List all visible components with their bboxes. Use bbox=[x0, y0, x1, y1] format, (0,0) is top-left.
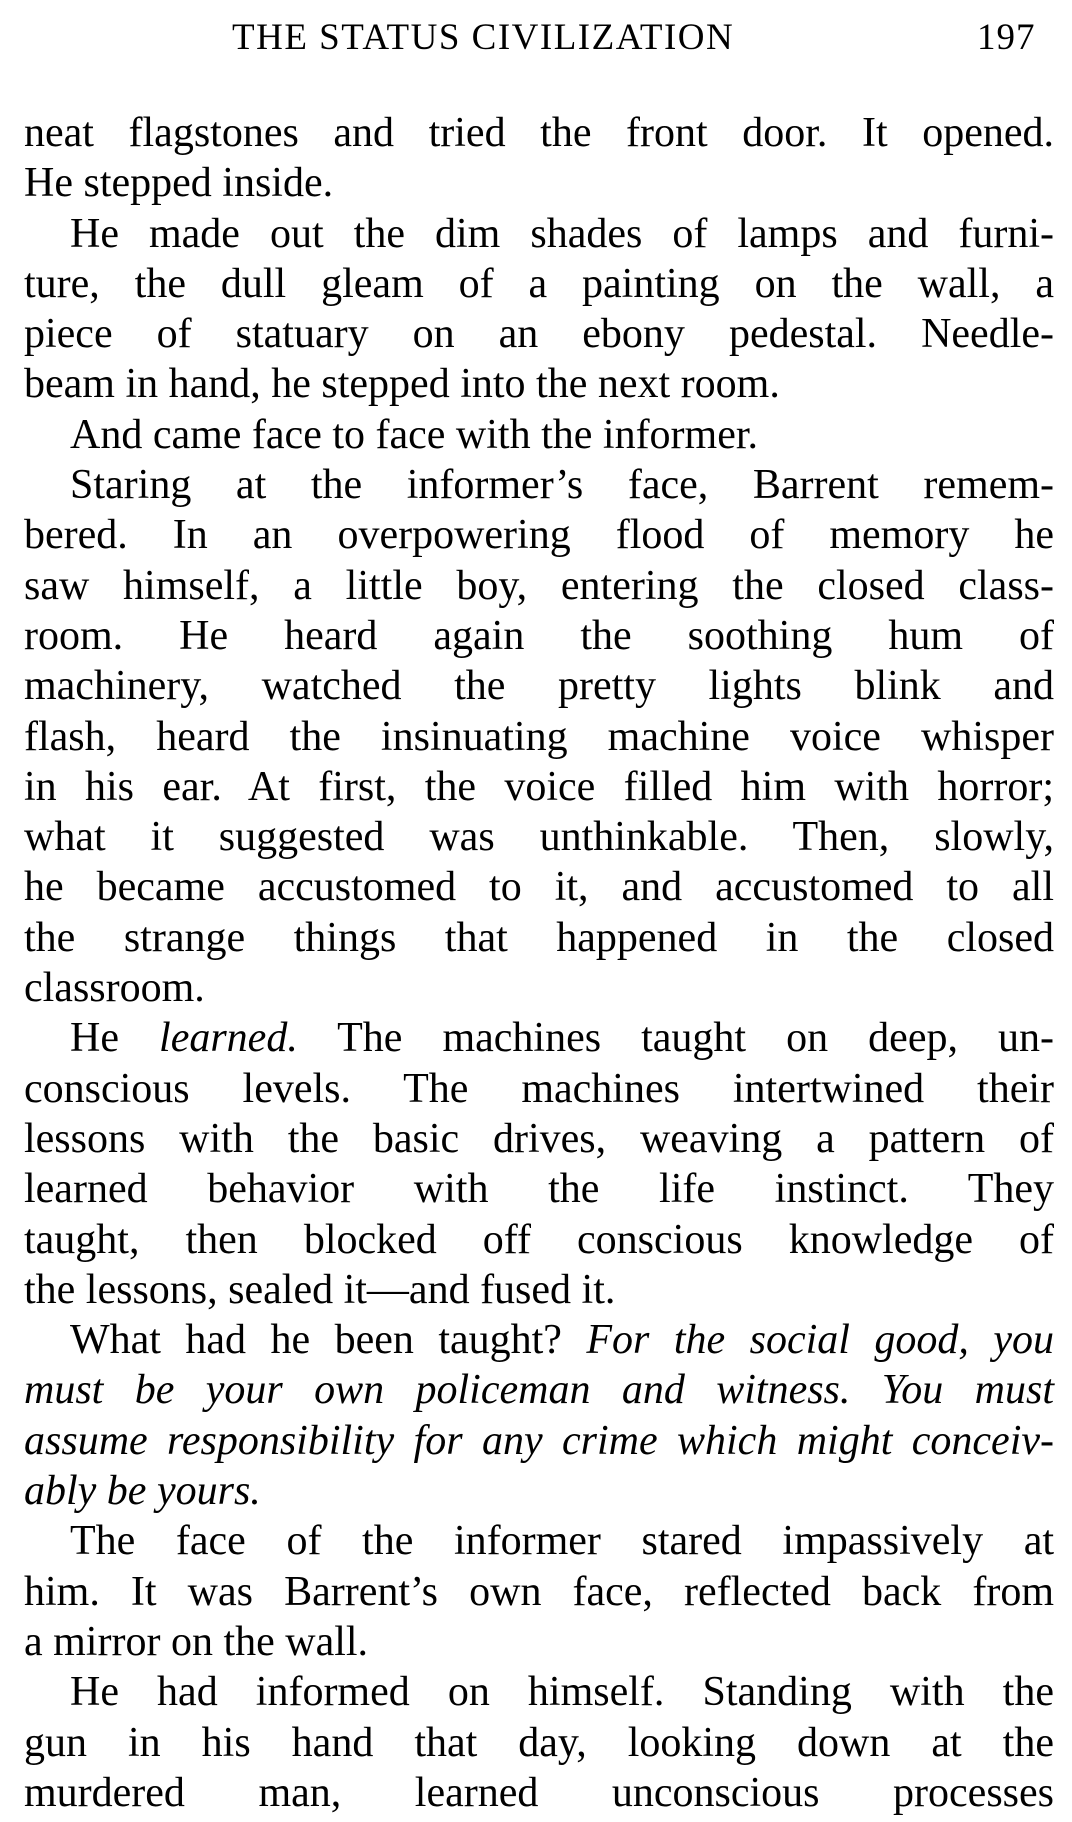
text-line: beam in hand, he stepped into the next room. bbox=[24, 361, 780, 408]
text-line: ture, the dull gleam of a painting on the wall, a bbox=[24, 260, 1054, 307]
body-text bbox=[24, 108, 1054, 1818]
text-line: assume responsibility for any crime which might conceiv- bbox=[24, 1417, 1054, 1464]
text-segment: The machines taught on deep, un- bbox=[297, 1015, 1054, 1062]
text-line: ably be yours. bbox=[24, 1468, 261, 1515]
text-line bbox=[24, 1013, 1054, 1063]
text-line: piece of statuary on an ebony pedestal. Needle- bbox=[24, 311, 1054, 358]
text-segment: What had he been taught? bbox=[70, 1317, 587, 1364]
running-head bbox=[0, 14, 1072, 62]
italic-segment: learned. bbox=[159, 1015, 298, 1062]
text-line: what it suggested was unthinkable. Then, slowly, bbox=[24, 814, 1054, 861]
text-line: in his ear. At first, the voice filled him with horror; bbox=[24, 763, 1054, 810]
text-line: the lessons, sealed it—and fused it. bbox=[24, 1266, 616, 1313]
text-line: The face of the informer stared impassively at bbox=[70, 1518, 1054, 1565]
text-line: lessons with the basic drives, weaving a pattern of bbox=[24, 1115, 1054, 1162]
text-line: Staring at the informer’s face, Barrent remem- bbox=[70, 462, 1054, 509]
italic-segment: For the social good, you bbox=[586, 1317, 1054, 1364]
text-line: He stepped inside. bbox=[24, 160, 334, 207]
text-segment: He bbox=[70, 1015, 160, 1062]
text-line: He had informed on himself. Standing with the bbox=[70, 1669, 1054, 1716]
text-line: machinery, watched the pretty lights blink and bbox=[24, 663, 1054, 710]
text-line: room. He heard again the soothing hum of bbox=[24, 612, 1054, 659]
text-line: learned behavior with the life instinct. They bbox=[24, 1166, 1054, 1213]
text-line: the strange things that happened in the closed bbox=[24, 914, 1054, 961]
text-line: must be your own policeman and witness. You must bbox=[24, 1367, 1054, 1414]
text-line: conscious levels. The machines intertwined their bbox=[24, 1065, 1054, 1112]
text-line: he became accustomed to it, and accustomed to all bbox=[24, 864, 1054, 911]
text-line: saw himself, a little boy, entering the closed class- bbox=[24, 562, 1054, 609]
text-line: He made out the dim shades of lamps and furni- bbox=[70, 210, 1054, 257]
page-number: 197 bbox=[977, 17, 1036, 58]
text-line: taught, then blocked off conscious knowledge of bbox=[24, 1216, 1054, 1263]
text-line: classroom. bbox=[24, 965, 205, 1012]
text-line: And came face to face with the informer. bbox=[70, 411, 759, 458]
text-line: bered. In an overpowering flood of memory he bbox=[24, 512, 1054, 559]
text-line: flash, heard the insinuating machine voice whisper bbox=[24, 713, 1054, 760]
text-line: murdered man, learned unconscious processes bbox=[24, 1769, 1054, 1816]
text-line: him. It was Barrent’s own face, reflected back from bbox=[24, 1568, 1054, 1615]
text-line bbox=[24, 1315, 1054, 1365]
text-line: a mirror on the wall. bbox=[24, 1618, 369, 1665]
text-line: neat flagstones and tried the front door. It opened. bbox=[24, 110, 1054, 156]
running-title: THE STATUS CIVILIZATION bbox=[232, 17, 735, 58]
text-line: gun in his hand that day, looking down at the bbox=[24, 1719, 1054, 1766]
